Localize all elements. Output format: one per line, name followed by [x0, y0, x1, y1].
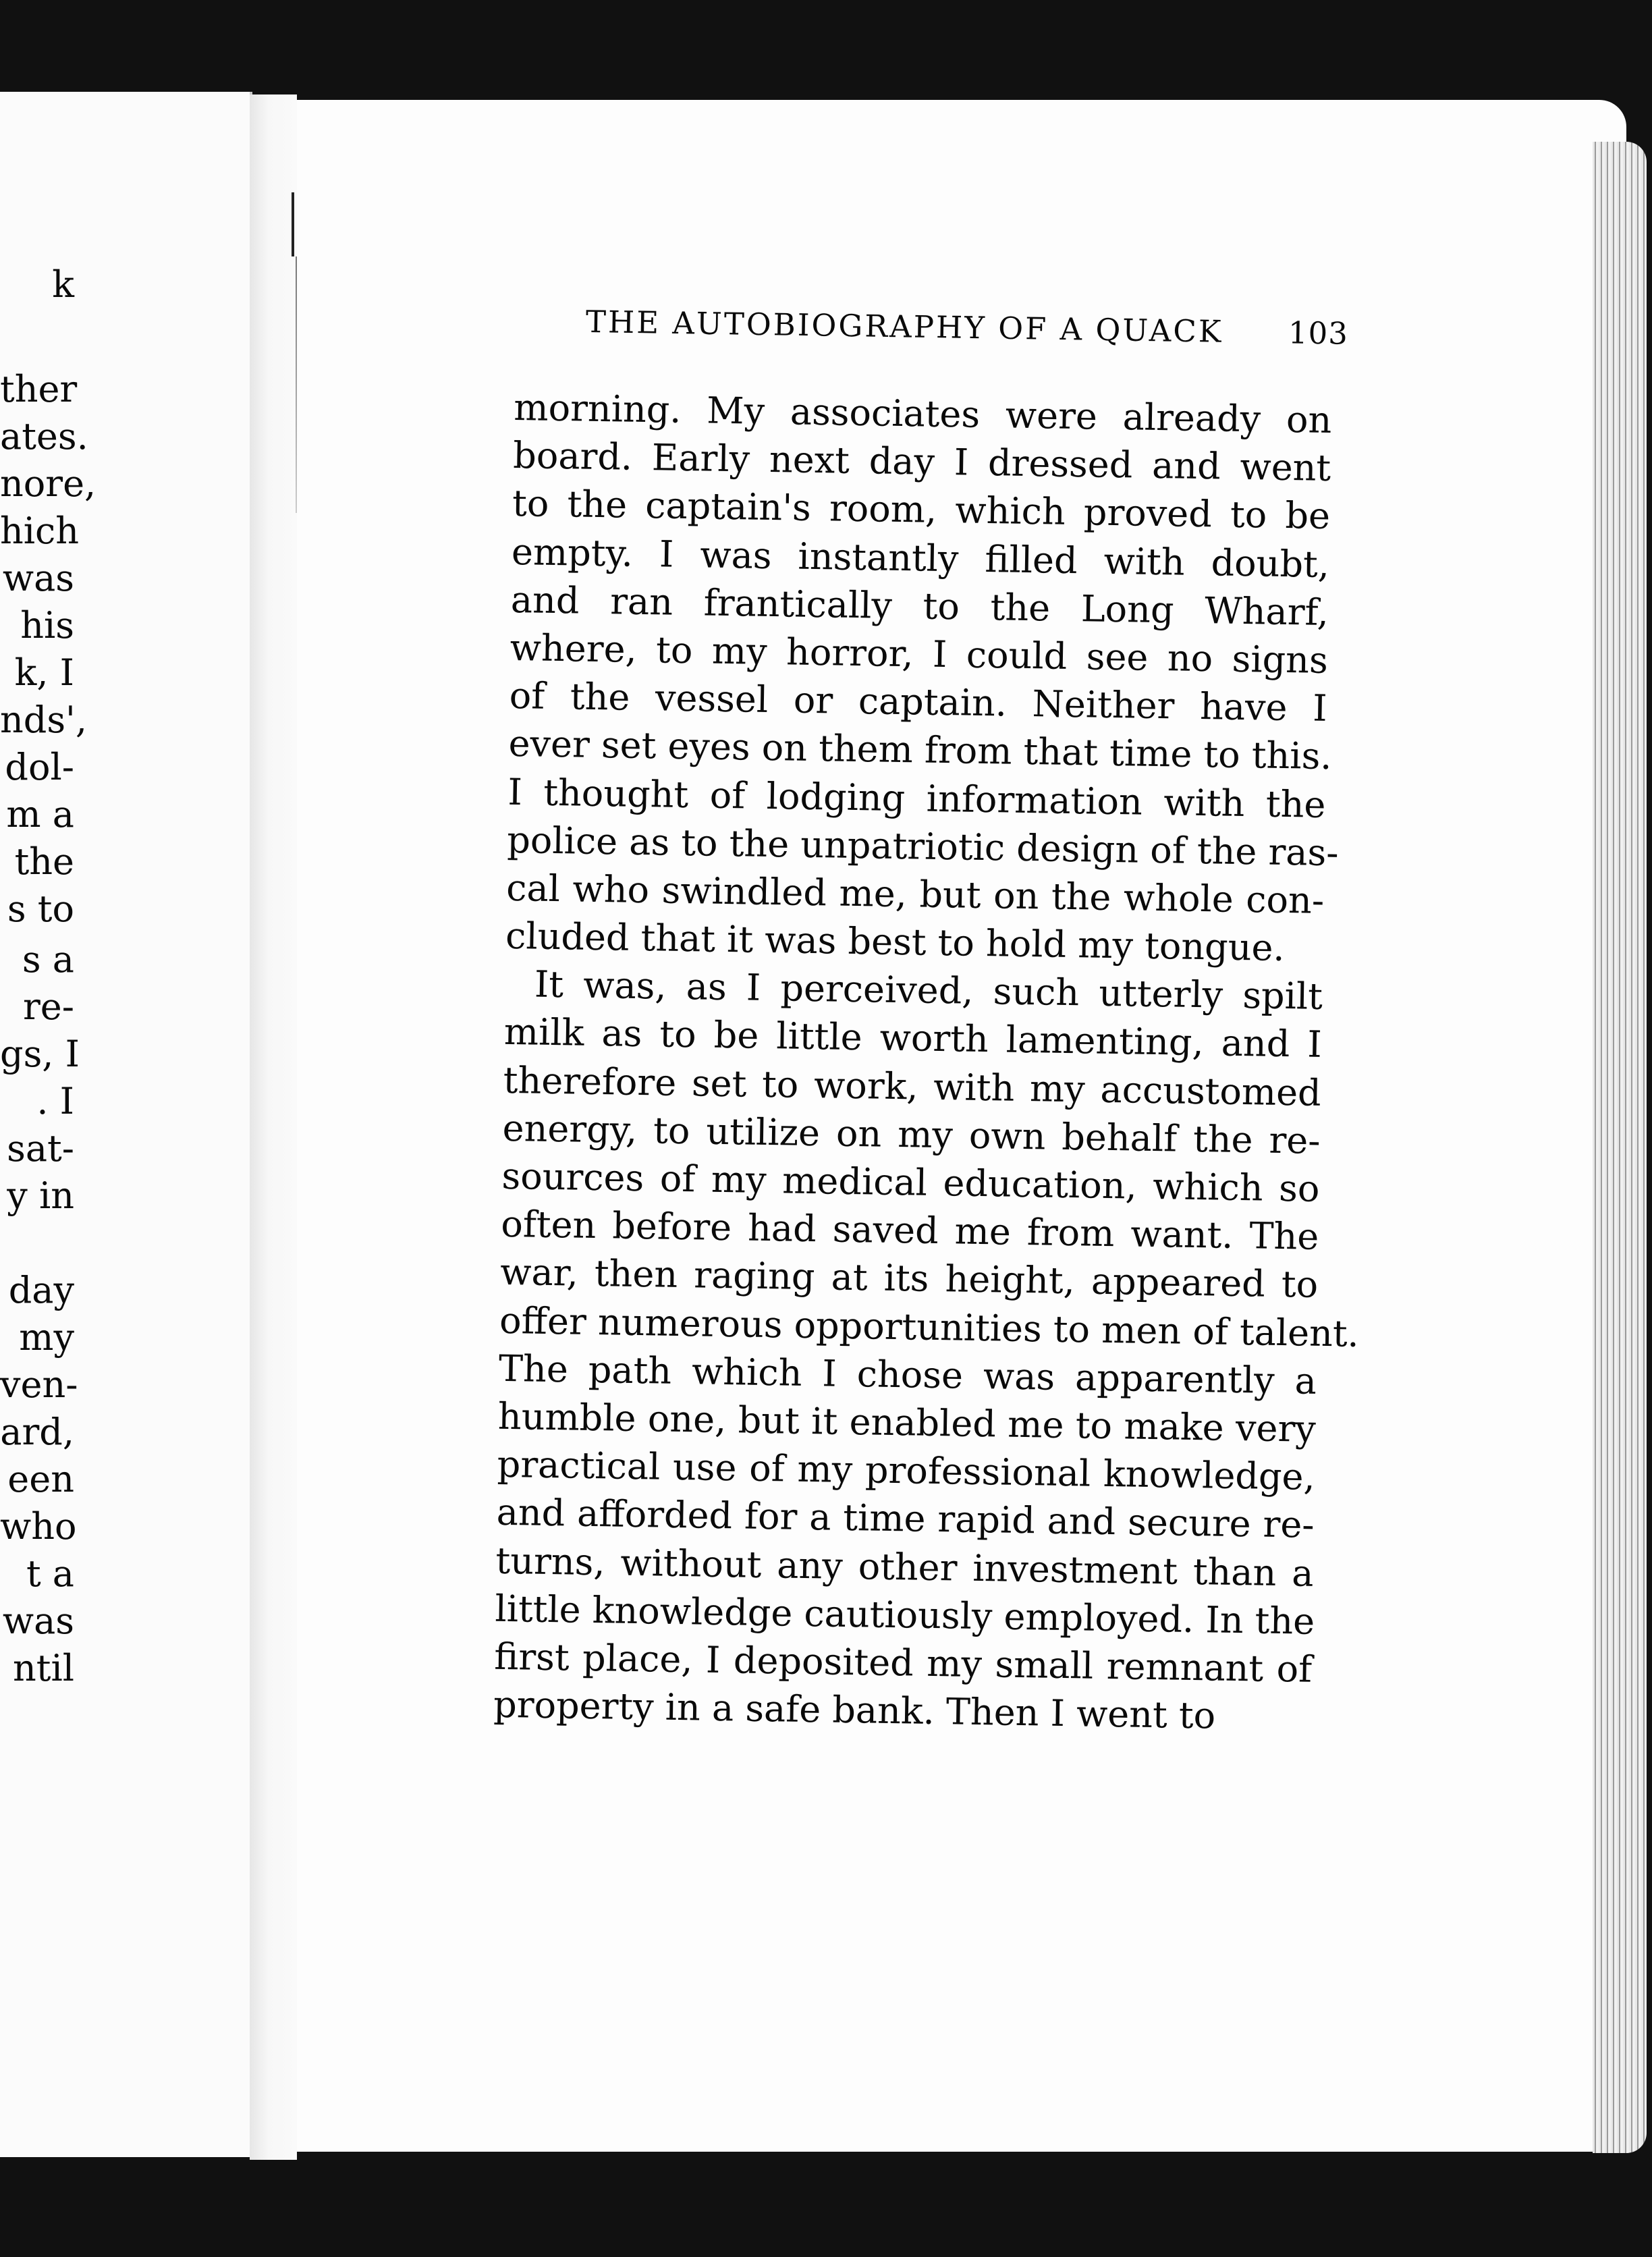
body-text	[493, 383, 1360, 1741]
left-page-fragment: m a	[6, 793, 74, 836]
text-line: therefore set to work, with my accustomed	[503, 1058, 1322, 1114]
text-line: and afforded for a time rapid and secure re-	[496, 1491, 1315, 1547]
text-line: to the captain's room, which proved to be	[512, 482, 1331, 538]
text-line: I thought of lodging information with the	[507, 770, 1326, 826]
left-page-fragment: ard,	[0, 1411, 74, 1453]
left-page-fragment: s to	[7, 888, 74, 930]
left-page-fragment: his	[20, 604, 74, 647]
left-page	[0, 92, 252, 2157]
text-line: turns, without any other investment than a	[495, 1539, 1314, 1595]
left-page-fragment: een	[7, 1458, 74, 1500]
text-line: morning. My associates were already on	[513, 385, 1332, 442]
left-page-fragment: ates.	[0, 415, 88, 458]
text-line: of the vessel or captain. Neither have I	[509, 674, 1328, 730]
left-page-fragment: re-	[22, 985, 74, 1028]
text-line: practical use of my professional knowledge,	[497, 1442, 1316, 1498]
text-line: It was, as I perceived, such utterly spilt	[534, 962, 1323, 1018]
text-line: property in a safe bank. Then I went to	[493, 1683, 1216, 1737]
gutter-shadow-mark	[292, 192, 294, 256]
left-page-fragment: sat-	[7, 1127, 74, 1170]
text-line: police as to the unpatriotic design of the ras-	[506, 818, 1340, 874]
text-line: war, then raging at its height, appeared to	[499, 1251, 1319, 1307]
text-line: offer numerous opportunities to men of talent.	[499, 1299, 1360, 1355]
left-page-fragment: k	[52, 263, 74, 306]
page-edges	[1593, 142, 1647, 2153]
left-page-fragment: y in	[7, 1174, 74, 1217]
text-line: energy, to utilize on my own behalf the re-	[502, 1106, 1321, 1162]
left-page-fragment: s a	[22, 938, 74, 981]
text-line: little knowledge cautiously employed. In the	[494, 1587, 1315, 1643]
left-page-fragment: nds',	[0, 699, 88, 741]
left-page-fragment: gs, I	[0, 1033, 80, 1075]
left-page-fragment: dol-	[5, 746, 74, 788]
text-line: often before had saved me from want. The	[500, 1203, 1319, 1259]
left-page-fragment: t a	[26, 1552, 74, 1595]
text-line: cluded that it was best to hold my tongue.	[505, 914, 1286, 970]
left-page-fragment: ven-	[0, 1363, 78, 1406]
left-page-fragment: was	[2, 1600, 74, 1642]
book-gutter	[250, 94, 297, 2160]
running-head-title: THE AUTOBIOGRAPHY OF A QUACK	[585, 304, 1223, 350]
text-line: empty. I was instantly filled with doubt,	[511, 530, 1330, 586]
text-line: The path which I chose was apparently a	[498, 1347, 1317, 1403]
left-page-fragment: ntil	[12, 1647, 74, 1689]
paragraph	[493, 960, 1360, 1741]
text-line: first place, I deposited my small remnant of	[493, 1635, 1313, 1691]
text-line: milk as to be little worth lamenting, and I	[503, 1010, 1323, 1066]
text-line: board. Early next day I dressed and went	[512, 434, 1331, 490]
left-page-fragment: day	[8, 1269, 74, 1311]
left-page-fragment: ther	[0, 368, 78, 410]
text-line: ever set eyes on them from that time to this.	[508, 722, 1332, 778]
text-line: humble one, but it enabled me to make very	[497, 1394, 1317, 1450]
text-line: where, to my horror, I could see no signs	[510, 626, 1329, 682]
left-page-fragment: . I	[36, 1080, 74, 1122]
left-page-fragment: my	[19, 1316, 74, 1359]
left-page-fragment: was	[2, 557, 74, 599]
left-page-fragment: nore,	[0, 462, 97, 505]
paragraph	[505, 383, 1340, 973]
left-page-fragment: who	[0, 1505, 77, 1548]
left-page-fragment: the	[14, 840, 74, 883]
left-page-fragment: k, I	[14, 651, 74, 694]
text-line: cal who swindled me, but on the whole con-	[505, 866, 1325, 922]
page-number: 103	[1288, 315, 1349, 352]
text-line: sources of my medical education, which so	[501, 1154, 1320, 1210]
text-line: and ran frantically to the Long Wharf,	[510, 578, 1329, 634]
left-page-fragment: hich	[0, 510, 80, 552]
